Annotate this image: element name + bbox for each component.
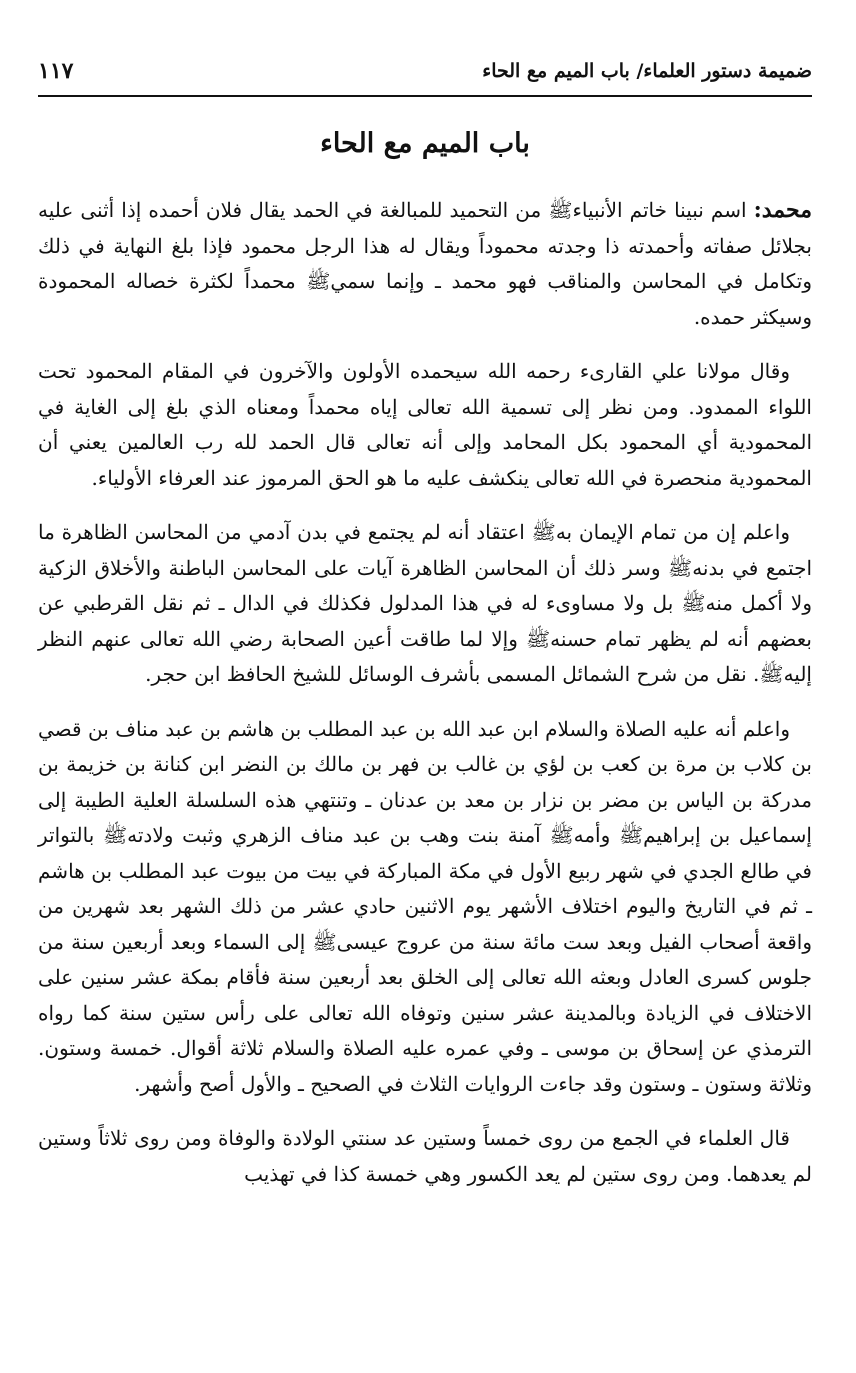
- running-header: [38, 52, 812, 90]
- header-rule: [38, 95, 812, 97]
- running-title: ضميمة دستور العلماء/ باب الميم مع الحاء: [482, 60, 812, 82]
- body-text: [38, 193, 812, 1211]
- paragraph-beauty: واعلم إن من تمام الإيمان بهﷺ اعتقاد أنه لم يجتمع في بدن آدمي من المحاسن الظاهرة ما اجتمع في بدنهﷺ وسر ذلك أن المحاسن الظاهرة آيات على المحاسن الباطنة والأخلاق الزكية ولا أكمل منهﷺ بل ولا مساوىء له في هذا المدلول فكذلك في الدال ـ ثم نقل القرطبي عن بعضهم أنه لم يظهر تمام حسنهﷺ وإلا لما طاقت أعين الصحابة رضي الله تعالى عنهم النظر إليهﷺ. نقل من شرح الشمائل المسمى بأشرف الوسائل للشيخ الحافظ ابن حجر.: [38, 520, 812, 686]
- paragraph-text: اسم نبينا خاتم الأنبياءﷺ من التحميد للمبالغة في الحمد يقال فلان أحمده إذا أثنى عليه بجلائل صفاته وأحمدته ذا وجدته محموداً ويقال له هذا الرجل محمود فإذا بلغ النهاية في ذلك وتكامل في المحاسن والمناقب فهو محمد ـ وإنما سميﷺ محمداً لكثرة خصاله المحمودة وسيكثر حمده.: [38, 198, 812, 329]
- paragraph-scholars: قال العلماء في الجمع من روى خمساً وستين عد سنتي الولادة والوفاة ومن روى ثلاثاً وستين لم يعدهما. ومن روى ستين لم يعد الكسور وهي خمسة كذا في تهذيب: [38, 1126, 812, 1186]
- lead-term: محمد:: [753, 197, 812, 223]
- paragraph-lineage: واعلم أنه عليه الصلاة والسلام ابن عبد الله بن عبد المطلب بن هاشم بن عبد مناف بن قصي بن كلاب بن مرة بن كعب بن لؤي بن غالب بن فهر بن مالك بن النضر ابن كنانة بن خزيمة بن مدركة بن الياس بن مضر بن نزار بن معد بن عدنان ـ وتنتهي هذه السلسلة العلية الطيبة إلى إسماعيل بن إبراهيمﷺ وأمهﷺ آمنة بنت وهب بن عبد مناف الزهري وثبت ولادتهﷺ بالتواتر في طالع الجدي في شهر ربيع الأول في مكة المباركة في بيت من بيوت عبد المطلب بن هاشم ـ ثم في التاريخ واليوم اختلاف الأشهر يوم الاثنين حادي عشر من ذلك الشهر بعد شهرين من واقعة أصحاب الفيل وبعد ست مائة سنة من عروج عيسىﷺ إلى السماء وبعد أربعين سنة من جلوس كسرى العادل وبعثه الله تعالى إلى الخلق بعد أربعين سنة فأقام بمكة عشر سنين على الاختلاف في الزيادة وبالمدينة عشر سنين وتوفاه الله تعالى على رأس ستين سنة كما رواه الترمذي عن إسحاق بن موسى ـ وفي عمره عليه الصلاة والسلام ثلاثة أقوال. خمسة وستون. وثلاثة وستون ـ وستون وقد جاءت الروايات الثلاث في الصحيح ـ والأول أصح وأشهر.: [38, 716, 812, 1096]
- chapter-title: باب الميم مع الحاء: [320, 128, 530, 159]
- paragraph-definition: [38, 193, 812, 335]
- paragraph-qari-quote: وقال مولانا علي القارىء رحمه الله سيحمده الأولون والآخرون في المقام المحمود تحت اللواء الممدود. ومن نظر إلى تسمية الله تعالى إياه محمداً ومعناه الذي بلغ إلى الغاية في المحمودية أي المحمود بكل المحامد وإلى أنه تعالى قال الحمد لله رب العالمين يعني أن المحمودية منحصرة في الله تعالى ينكشف عليه ما هو الحق المرموز عند العرفاء الأولياء.: [38, 359, 812, 490]
- page-number: ١١٧: [38, 58, 74, 84]
